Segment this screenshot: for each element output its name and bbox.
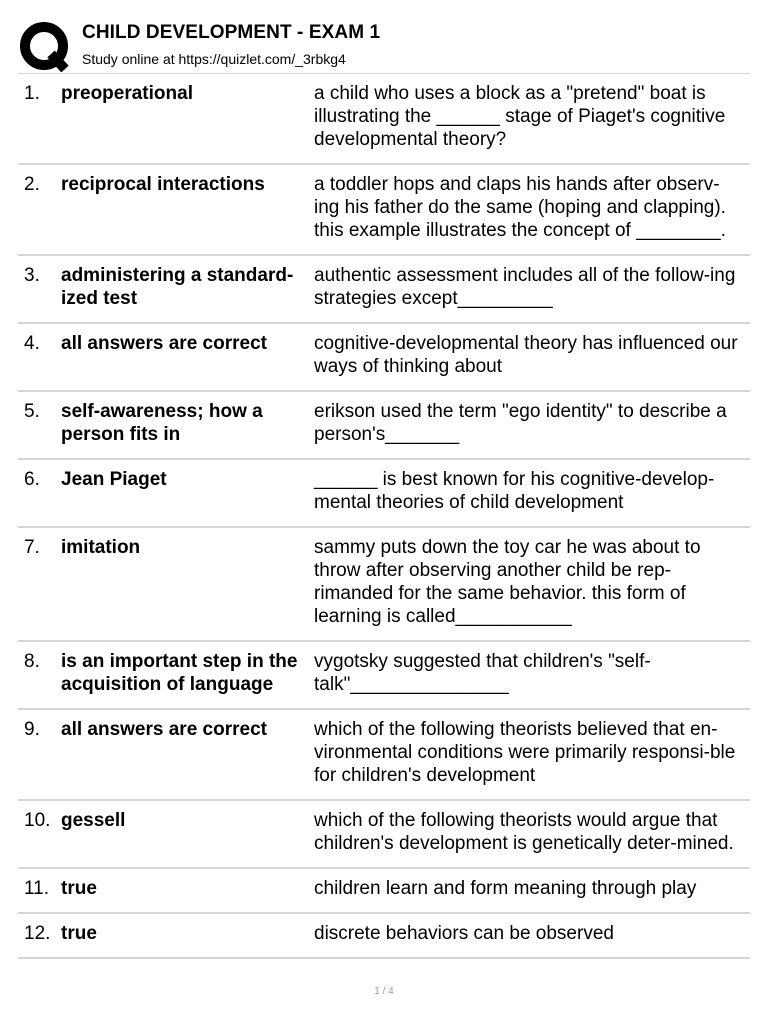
card-number: 3. (24, 265, 40, 286)
card-number: 12. (24, 923, 51, 944)
page-indicator: 1 / 4 (374, 986, 394, 997)
card-term: administering a standard-ized test (61, 265, 294, 309)
flashcard-row (18, 528, 750, 642)
card-number: 10. (24, 810, 51, 831)
card-term: preoperational (61, 83, 193, 104)
flashcard-row (18, 642, 750, 710)
card-number: 6. (24, 469, 40, 490)
page-title: CHILD DEVELOPMENT - EXAM 1 (82, 22, 381, 43)
card-number: 2. (24, 174, 40, 195)
card-definition: vygotsky suggested that children's "self-talk"_______________ (314, 651, 651, 695)
document-header (18, 20, 750, 72)
card-definition: which of the following theorists believed that en-vironmental conditions were primarily responsi-ble for children's development (314, 719, 736, 786)
card-definition: cognitive-developmental theory has influenced our ways of thinking about (314, 333, 738, 377)
card-definition: erikson used the term "ego identity" to describe a person's_______ (314, 401, 727, 445)
card-term: all answers are correct (61, 333, 267, 354)
quizlet-q-logo-icon (20, 22, 70, 72)
card-definition: a child who uses a block as a "pretend" boat is illustrating the ______ stage of Piaget's cognitive developmental theory? (314, 83, 726, 150)
card-term: gessell (61, 810, 126, 831)
card-definition: children learn and form meaning through play (314, 878, 697, 899)
card-number: 9. (24, 719, 40, 740)
card-definition: authentic assessment includes all of the follow-ing strategies except_________ (314, 265, 736, 309)
flashcard-row (18, 74, 750, 165)
card-term: true (61, 923, 97, 944)
flashcard-row (18, 165, 750, 256)
card-definition: discrete behaviors can be observed (314, 923, 614, 944)
card-number: 11. (24, 878, 50, 899)
flashcard-row (18, 914, 750, 959)
flashcard-row (18, 460, 750, 528)
card-term: reciprocal interactions (61, 174, 265, 195)
flashcard-row (18, 256, 750, 324)
card-term: is an important step in the acquisition of language (61, 651, 298, 695)
card-term: all answers are correct (61, 719, 267, 740)
card-number: 1. (24, 83, 40, 104)
flashcard-row (18, 869, 750, 914)
card-definition: ______ is best known for his cognitive-develop-mental theories of child development (314, 469, 715, 513)
study-online-link[interactable]: Study online at https://quizlet.com/_3rbkg4 (82, 51, 346, 67)
card-definition: which of the following theorists would argue that children's development is genetically deter-mined. (314, 810, 734, 854)
card-term: true (61, 878, 97, 899)
flashcard-row (18, 710, 750, 801)
card-number: 5. (24, 401, 40, 422)
flashcard-list (18, 73, 750, 959)
flashcard-row (18, 801, 750, 869)
flashcard-row (18, 392, 750, 460)
card-term: Jean Piaget (61, 469, 167, 490)
card-term: self-awareness; how a person fits in (61, 401, 263, 445)
card-definition: a toddler hops and claps his hands after observ-ing his father do the same (hoping and clapping). this example illustrates the concept of ________. (314, 174, 726, 241)
card-term: imitation (61, 537, 141, 558)
card-definition: sammy puts down the toy car he was about to throw after observing another child be rep-rimanded for the same behavior. this form of learning is called___________ (314, 537, 701, 627)
card-number: 4. (24, 333, 40, 354)
flashcard-row (18, 324, 750, 392)
card-number: 8. (24, 651, 40, 672)
card-number: 7. (24, 537, 40, 558)
